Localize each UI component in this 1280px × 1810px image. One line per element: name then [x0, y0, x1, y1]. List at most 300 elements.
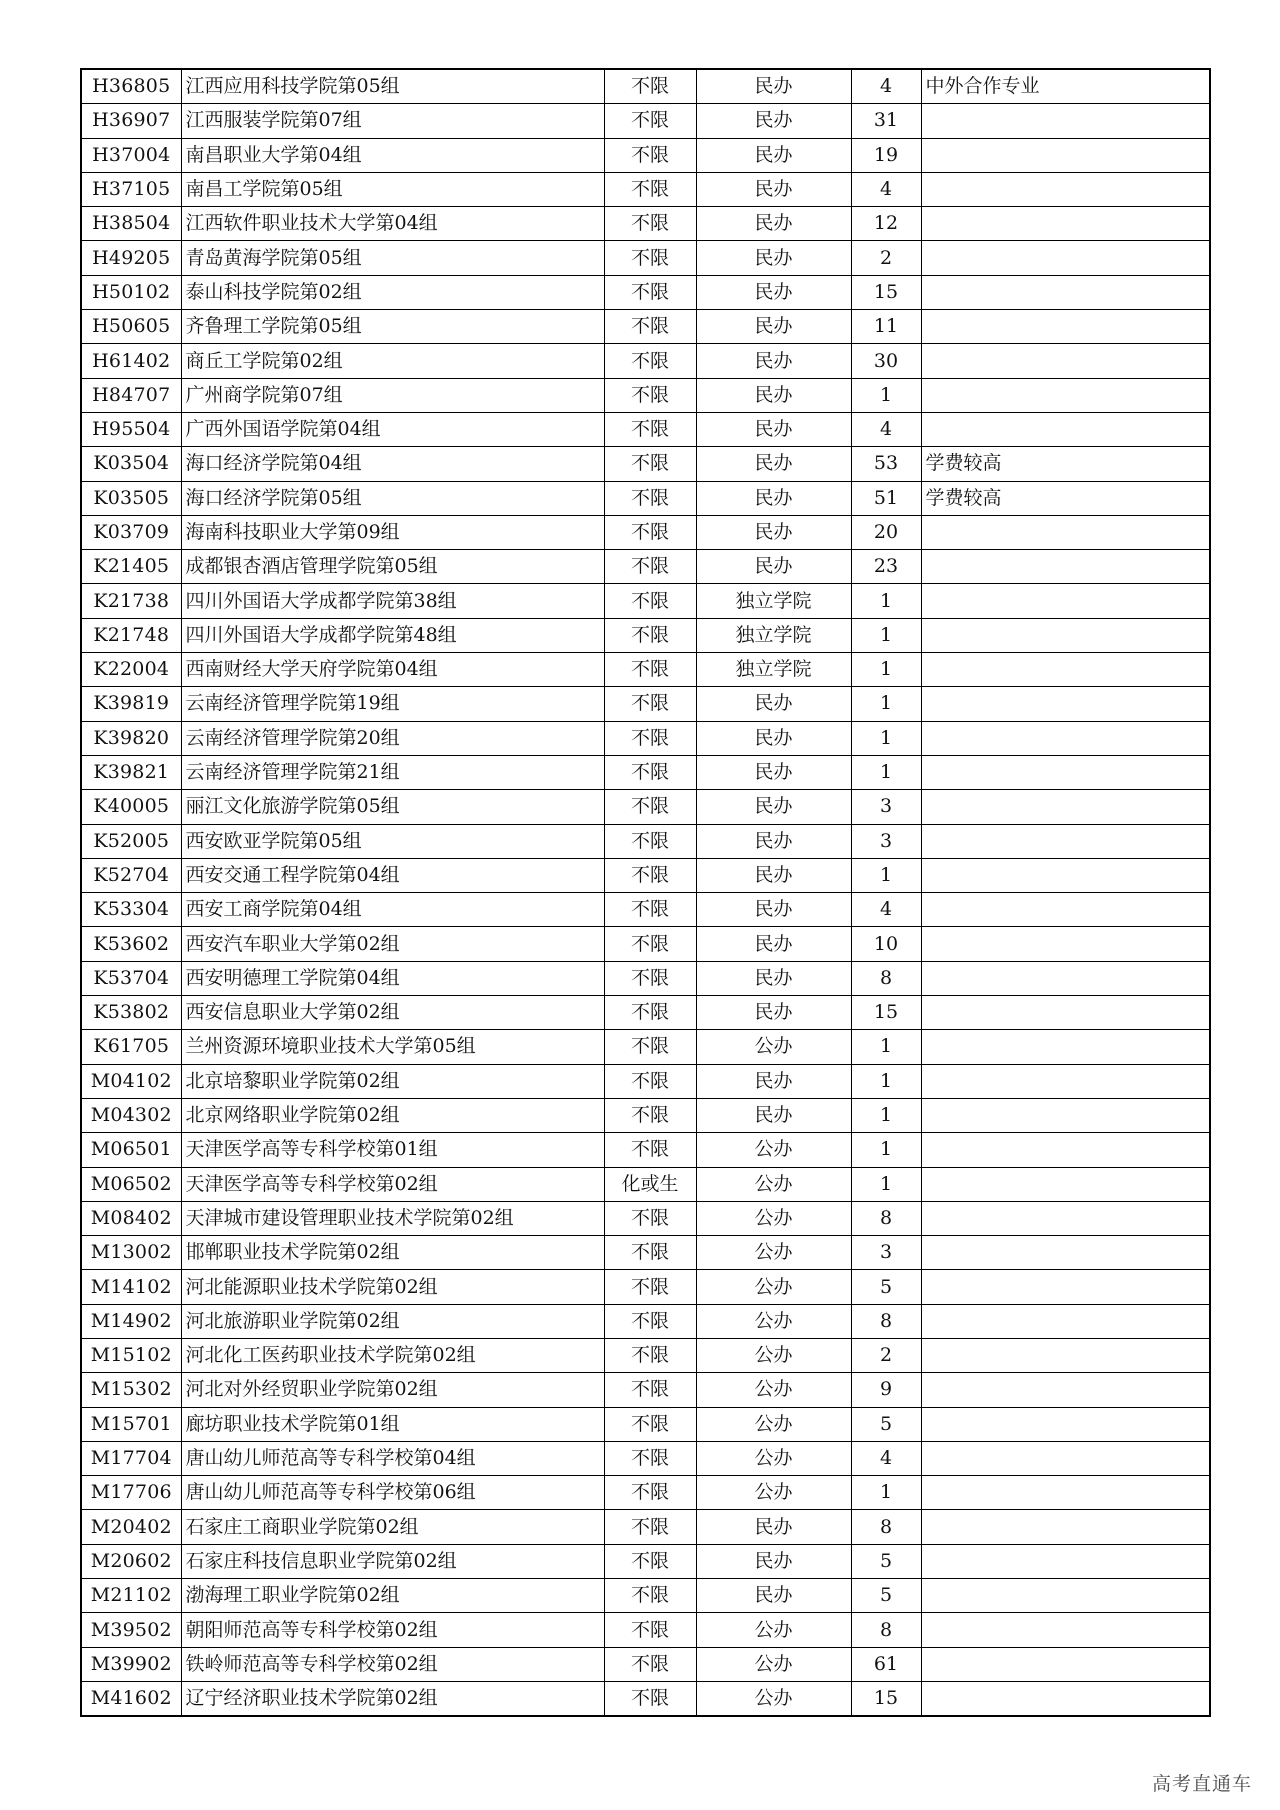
group-code-cell: K39819	[81, 687, 181, 721]
table-row	[81, 207, 1210, 241]
table-row	[81, 996, 1210, 1030]
school-type-cell: 民办	[696, 69, 851, 104]
table-row	[81, 1064, 1210, 1098]
plan-count-cell: 1	[851, 1476, 921, 1510]
remark-cell	[921, 1098, 1210, 1132]
group-code-cell: H84707	[81, 378, 181, 412]
school-group-name-cell: 西安汽车职业大学第02组	[181, 927, 604, 961]
school-type-cell: 民办	[696, 275, 851, 309]
school-group-name-cell: 四川外国语大学成都学院第38组	[181, 584, 604, 618]
school-group-name-cell: 广州商学院第07组	[181, 378, 604, 412]
subject-requirement-cell: 不限	[604, 893, 696, 927]
school-group-name-cell: 兰州资源环境职业技术大学第05组	[181, 1030, 604, 1064]
subject-requirement-cell: 不限	[604, 1579, 696, 1613]
table-row	[81, 1338, 1210, 1372]
group-code-cell: M13002	[81, 1236, 181, 1270]
school-group-name-cell: 渤海理工职业学院第02组	[181, 1579, 604, 1613]
school-type-cell: 民办	[696, 687, 851, 721]
subject-requirement-cell: 不限	[604, 1647, 696, 1681]
school-type-cell: 公办	[696, 1167, 851, 1201]
group-code-cell: M14102	[81, 1270, 181, 1304]
group-code-cell: H61402	[81, 344, 181, 378]
school-type-cell: 民办	[696, 996, 851, 1030]
remark-cell	[921, 1510, 1210, 1544]
school-type-cell: 独立学院	[696, 618, 851, 652]
school-group-name-cell: 天津城市建设管理职业技术学院第02组	[181, 1201, 604, 1235]
plan-count-cell: 31	[851, 104, 921, 138]
plan-count-cell: 5	[851, 1544, 921, 1578]
plan-count-cell: 11	[851, 310, 921, 344]
subject-requirement-cell: 不限	[604, 104, 696, 138]
school-group-name-cell: 海口经济学院第05组	[181, 481, 604, 515]
school-group-name-cell: 铁岭师范高等专科学校第02组	[181, 1647, 604, 1681]
school-type-cell: 民办	[696, 1510, 851, 1544]
plan-count-cell: 1	[851, 618, 921, 652]
plan-count-cell: 8	[851, 1613, 921, 1647]
remark-cell	[921, 138, 1210, 172]
plan-count-cell: 61	[851, 1647, 921, 1681]
subject-requirement-cell: 不限	[604, 515, 696, 549]
remark-cell	[921, 275, 1210, 309]
remark-cell	[921, 207, 1210, 241]
table-row	[81, 1681, 1210, 1716]
remark-cell	[921, 1167, 1210, 1201]
table-row	[81, 241, 1210, 275]
school-group-name-cell: 西安交通工程学院第04组	[181, 858, 604, 892]
school-group-name-cell: 石家庄科技信息职业学院第02组	[181, 1544, 604, 1578]
plan-count-cell: 51	[851, 481, 921, 515]
school-type-cell: 公办	[696, 1441, 851, 1475]
group-code-cell: M15102	[81, 1338, 181, 1372]
subject-requirement-cell: 不限	[604, 1270, 696, 1304]
school-type-cell: 民办	[696, 1098, 851, 1132]
remark-cell: 中外合作专业	[921, 69, 1210, 104]
remark-cell: 学费较高	[921, 481, 1210, 515]
plan-count-cell: 3	[851, 824, 921, 858]
table-row	[81, 412, 1210, 446]
table-row	[81, 172, 1210, 206]
plan-count-cell: 53	[851, 447, 921, 481]
school-group-name-cell: 西安明德理工学院第04组	[181, 961, 604, 995]
group-code-cell: M20402	[81, 1510, 181, 1544]
subject-requirement-cell: 不限	[604, 824, 696, 858]
remark-cell	[921, 1201, 1210, 1235]
subject-requirement-cell: 不限	[604, 1613, 696, 1647]
table-row	[81, 721, 1210, 755]
plan-count-cell: 23	[851, 550, 921, 584]
school-group-name-cell: 廊坊职业技术学院第01组	[181, 1407, 604, 1441]
group-code-cell: K53802	[81, 996, 181, 1030]
remark-cell	[921, 1476, 1210, 1510]
plan-count-cell: 1	[851, 1098, 921, 1132]
remark-cell	[921, 1373, 1210, 1407]
admission-plan-sheet	[80, 68, 1209, 1717]
remark-cell	[921, 961, 1210, 995]
group-code-cell: H49205	[81, 241, 181, 275]
school-group-name-cell: 西安工商学院第04组	[181, 893, 604, 927]
school-group-name-cell: 西安欧亚学院第05组	[181, 824, 604, 858]
subject-requirement-cell: 不限	[604, 996, 696, 1030]
remark-cell	[921, 858, 1210, 892]
plan-count-cell: 1	[851, 1133, 921, 1167]
table-row	[81, 1647, 1210, 1681]
group-code-cell: K03505	[81, 481, 181, 515]
remark-cell	[921, 1133, 1210, 1167]
group-code-cell: K53704	[81, 961, 181, 995]
watermark-text: 高考直通车	[1151, 1773, 1252, 1795]
group-code-cell: K22004	[81, 653, 181, 687]
plan-count-cell: 1	[851, 1030, 921, 1064]
subject-requirement-cell: 不限	[604, 138, 696, 172]
school-type-cell: 民办	[696, 515, 851, 549]
school-type-cell: 公办	[696, 1373, 851, 1407]
table-row	[81, 1030, 1210, 1064]
remark-cell	[921, 550, 1210, 584]
school-group-name-cell: 石家庄工商职业学院第02组	[181, 1510, 604, 1544]
plan-count-cell: 1	[851, 653, 921, 687]
table-row	[81, 1441, 1210, 1475]
school-group-name-cell: 北京培黎职业学院第02组	[181, 1064, 604, 1098]
subject-requirement-cell: 不限	[604, 1373, 696, 1407]
school-type-cell: 民办	[696, 858, 851, 892]
group-code-cell: M17704	[81, 1441, 181, 1475]
group-code-cell: H36805	[81, 69, 181, 104]
school-group-name-cell: 四川外国语大学成都学院第48组	[181, 618, 604, 652]
subject-requirement-cell: 不限	[604, 961, 696, 995]
subject-requirement-cell: 不限	[604, 1407, 696, 1441]
school-group-name-cell: 西安信息职业大学第02组	[181, 996, 604, 1030]
plan-count-cell: 1	[851, 584, 921, 618]
group-code-cell: K53602	[81, 927, 181, 961]
subject-requirement-cell: 不限	[604, 1681, 696, 1716]
school-group-name-cell: 朝阳师范高等专科学校第02组	[181, 1613, 604, 1647]
table-row	[81, 1510, 1210, 1544]
school-type-cell: 民办	[696, 344, 851, 378]
group-code-cell: K03709	[81, 515, 181, 549]
school-group-name-cell: 青岛黄海学院第05组	[181, 241, 604, 275]
group-code-cell: M39902	[81, 1647, 181, 1681]
school-type-cell: 民办	[696, 755, 851, 789]
table-row	[81, 1167, 1210, 1201]
plan-count-cell: 5	[851, 1579, 921, 1613]
remark-cell	[921, 515, 1210, 549]
school-type-cell: 公办	[696, 1133, 851, 1167]
subject-requirement-cell: 不限	[604, 550, 696, 584]
plan-count-cell: 15	[851, 1681, 921, 1716]
subject-requirement-cell: 不限	[604, 447, 696, 481]
subject-requirement-cell: 不限	[604, 241, 696, 275]
table-row	[81, 653, 1210, 687]
group-code-cell: M20602	[81, 1544, 181, 1578]
school-group-name-cell: 江西服装学院第07组	[181, 104, 604, 138]
subject-requirement-cell: 不限	[604, 755, 696, 789]
remark-cell	[921, 618, 1210, 652]
school-group-name-cell: 河北对外经贸职业学院第02组	[181, 1373, 604, 1407]
school-type-cell: 民办	[696, 550, 851, 584]
remark-cell	[921, 1407, 1210, 1441]
school-type-cell: 民办	[696, 961, 851, 995]
plan-count-cell: 8	[851, 1304, 921, 1338]
subject-requirement-cell: 不限	[604, 1236, 696, 1270]
remark-cell	[921, 824, 1210, 858]
school-group-name-cell: 海口经济学院第04组	[181, 447, 604, 481]
remark-cell	[921, 687, 1210, 721]
subject-requirement-cell: 不限	[604, 481, 696, 515]
table-row	[81, 447, 1210, 481]
table-row	[81, 1236, 1210, 1270]
remark-cell	[921, 1579, 1210, 1613]
plan-count-cell: 10	[851, 927, 921, 961]
remark-cell	[921, 1681, 1210, 1716]
remark-cell	[921, 378, 1210, 412]
school-type-cell: 民办	[696, 104, 851, 138]
table-row	[81, 1270, 1210, 1304]
table-row	[81, 961, 1210, 995]
remark-cell	[921, 584, 1210, 618]
subject-requirement-cell: 不限	[604, 927, 696, 961]
remark-cell: 学费较高	[921, 447, 1210, 481]
plan-count-cell: 5	[851, 1270, 921, 1304]
plan-count-cell: 30	[851, 344, 921, 378]
remark-cell	[921, 344, 1210, 378]
table-row	[81, 69, 1210, 104]
table-row	[81, 378, 1210, 412]
table-row	[81, 1544, 1210, 1578]
group-code-cell: K52704	[81, 858, 181, 892]
plan-count-cell: 2	[851, 241, 921, 275]
table-row	[81, 310, 1210, 344]
group-code-cell: K40005	[81, 790, 181, 824]
subject-requirement-cell: 不限	[604, 790, 696, 824]
plan-count-cell: 8	[851, 1510, 921, 1544]
subject-requirement-cell: 不限	[604, 1133, 696, 1167]
subject-requirement-cell: 不限	[604, 584, 696, 618]
group-code-cell: K03504	[81, 447, 181, 481]
school-type-cell: 民办	[696, 1579, 851, 1613]
table-row	[81, 584, 1210, 618]
school-type-cell: 民办	[696, 927, 851, 961]
plan-count-cell: 4	[851, 69, 921, 104]
school-group-name-cell: 南昌工学院第05组	[181, 172, 604, 206]
remark-cell	[921, 721, 1210, 755]
subject-requirement-cell: 不限	[604, 1441, 696, 1475]
subject-requirement-cell: 不限	[604, 344, 696, 378]
school-type-cell: 民办	[696, 447, 851, 481]
school-type-cell: 独立学院	[696, 653, 851, 687]
school-group-name-cell: 江西软件职业技术大学第04组	[181, 207, 604, 241]
school-type-cell: 民办	[696, 172, 851, 206]
group-code-cell: H95504	[81, 412, 181, 446]
subject-requirement-cell: 不限	[604, 412, 696, 446]
table-row	[81, 1201, 1210, 1235]
table-row	[81, 687, 1210, 721]
table-row	[81, 1613, 1210, 1647]
school-type-cell: 民办	[696, 721, 851, 755]
plan-count-cell: 9	[851, 1373, 921, 1407]
group-code-cell: K61705	[81, 1030, 181, 1064]
plan-count-cell: 1	[851, 755, 921, 789]
subject-requirement-cell: 化或生	[604, 1167, 696, 1201]
school-group-name-cell: 泰山科技学院第02组	[181, 275, 604, 309]
group-code-cell: H38504	[81, 207, 181, 241]
group-code-cell: K21405	[81, 550, 181, 584]
school-type-cell: 民办	[696, 378, 851, 412]
table-row	[81, 138, 1210, 172]
plan-count-cell: 1	[851, 858, 921, 892]
school-group-name-cell: 天津医学高等专科学校第01组	[181, 1133, 604, 1167]
plan-count-cell: 4	[851, 893, 921, 927]
group-code-cell: H37105	[81, 172, 181, 206]
subject-requirement-cell: 不限	[604, 172, 696, 206]
remark-cell	[921, 1613, 1210, 1647]
remark-cell	[921, 241, 1210, 275]
school-group-name-cell: 邯郸职业技术学院第02组	[181, 1236, 604, 1270]
plan-count-cell: 3	[851, 790, 921, 824]
table-row	[81, 344, 1210, 378]
school-type-cell: 公办	[696, 1236, 851, 1270]
remark-cell	[921, 412, 1210, 446]
subject-requirement-cell: 不限	[604, 1476, 696, 1510]
subject-requirement-cell: 不限	[604, 1304, 696, 1338]
school-type-cell: 民办	[696, 1064, 851, 1098]
school-group-name-cell: 海南科技职业大学第09组	[181, 515, 604, 549]
school-type-cell: 公办	[696, 1407, 851, 1441]
school-type-cell: 独立学院	[696, 584, 851, 618]
school-group-name-cell: 北京网络职业学院第02组	[181, 1098, 604, 1132]
subject-requirement-cell: 不限	[604, 275, 696, 309]
group-code-cell: K21748	[81, 618, 181, 652]
remark-cell	[921, 310, 1210, 344]
remark-cell	[921, 927, 1210, 961]
school-group-name-cell: 南昌职业大学第04组	[181, 138, 604, 172]
school-type-cell: 民办	[696, 790, 851, 824]
school-type-cell: 民办	[696, 893, 851, 927]
school-type-cell: 民办	[696, 138, 851, 172]
school-type-cell: 公办	[696, 1030, 851, 1064]
table-body	[81, 69, 1210, 1716]
group-code-cell: M15701	[81, 1407, 181, 1441]
group-code-cell: M41602	[81, 1681, 181, 1716]
group-code-cell: M04102	[81, 1064, 181, 1098]
school-type-cell: 公办	[696, 1304, 851, 1338]
subject-requirement-cell: 不限	[604, 618, 696, 652]
group-code-cell: M14902	[81, 1304, 181, 1338]
plan-count-cell: 15	[851, 275, 921, 309]
group-code-cell: K39821	[81, 755, 181, 789]
school-group-name-cell: 唐山幼儿师范高等专科学校第06组	[181, 1476, 604, 1510]
table-row	[81, 481, 1210, 515]
table-row	[81, 1476, 1210, 1510]
school-group-name-cell: 丽江文化旅游学院第05组	[181, 790, 604, 824]
table-row	[81, 790, 1210, 824]
plan-count-cell: 8	[851, 1201, 921, 1235]
school-group-name-cell: 河北能源职业技术学院第02组	[181, 1270, 604, 1304]
plan-count-cell: 2	[851, 1338, 921, 1372]
plan-count-cell: 1	[851, 378, 921, 412]
group-code-cell: K53304	[81, 893, 181, 927]
subject-requirement-cell: 不限	[604, 653, 696, 687]
school-type-cell: 民办	[696, 412, 851, 446]
school-type-cell: 民办	[696, 481, 851, 515]
subject-requirement-cell: 不限	[604, 378, 696, 412]
subject-requirement-cell: 不限	[604, 1544, 696, 1578]
school-type-cell: 民办	[696, 310, 851, 344]
group-code-cell: M21102	[81, 1579, 181, 1613]
school-group-name-cell: 云南经济管理学院第21组	[181, 755, 604, 789]
school-type-cell: 公办	[696, 1613, 851, 1647]
group-code-cell: M15302	[81, 1373, 181, 1407]
school-type-cell: 公办	[696, 1270, 851, 1304]
remark-cell	[921, 1338, 1210, 1372]
table-row	[81, 104, 1210, 138]
school-group-name-cell: 广西外国语学院第04组	[181, 412, 604, 446]
subject-requirement-cell: 不限	[604, 1064, 696, 1098]
table-row	[81, 1407, 1210, 1441]
school-group-name-cell: 天津医学高等专科学校第02组	[181, 1167, 604, 1201]
subject-requirement-cell: 不限	[604, 687, 696, 721]
table-row	[81, 1373, 1210, 1407]
plan-count-cell: 4	[851, 1441, 921, 1475]
remark-cell	[921, 104, 1210, 138]
remark-cell	[921, 653, 1210, 687]
admission-plan-table	[80, 68, 1211, 1717]
subject-requirement-cell: 不限	[604, 858, 696, 892]
table-row	[81, 618, 1210, 652]
school-group-name-cell: 云南经济管理学院第20组	[181, 721, 604, 755]
school-group-name-cell: 西南财经大学天府学院第04组	[181, 653, 604, 687]
remark-cell	[921, 790, 1210, 824]
table-row	[81, 755, 1210, 789]
remark-cell	[921, 1064, 1210, 1098]
school-type-cell: 公办	[696, 1476, 851, 1510]
group-code-cell: K39820	[81, 721, 181, 755]
remark-cell	[921, 1441, 1210, 1475]
school-group-name-cell: 商丘工学院第02组	[181, 344, 604, 378]
group-code-cell: K52005	[81, 824, 181, 858]
table-row	[81, 1133, 1210, 1167]
remark-cell	[921, 996, 1210, 1030]
school-group-name-cell: 云南经济管理学院第19组	[181, 687, 604, 721]
table-row	[81, 550, 1210, 584]
remark-cell	[921, 1544, 1210, 1578]
group-code-cell: M06502	[81, 1167, 181, 1201]
plan-count-cell: 1	[851, 1064, 921, 1098]
school-type-cell: 民办	[696, 207, 851, 241]
group-code-cell: K21738	[81, 584, 181, 618]
table-row	[81, 1098, 1210, 1132]
school-group-name-cell: 河北旅游职业学院第02组	[181, 1304, 604, 1338]
remark-cell	[921, 1647, 1210, 1681]
school-group-name-cell: 辽宁经济职业技术学院第02组	[181, 1681, 604, 1716]
group-code-cell: M06501	[81, 1133, 181, 1167]
plan-count-cell: 4	[851, 412, 921, 446]
plan-count-cell: 5	[851, 1407, 921, 1441]
subject-requirement-cell: 不限	[604, 721, 696, 755]
table-row	[81, 893, 1210, 927]
plan-count-cell: 4	[851, 172, 921, 206]
table-row	[81, 858, 1210, 892]
school-group-name-cell: 唐山幼儿师范高等专科学校第04组	[181, 1441, 604, 1475]
remark-cell	[921, 755, 1210, 789]
remark-cell	[921, 172, 1210, 206]
table-row	[81, 927, 1210, 961]
plan-count-cell: 1	[851, 1167, 921, 1201]
table-row	[81, 515, 1210, 549]
group-code-cell: M39502	[81, 1613, 181, 1647]
table-row	[81, 1579, 1210, 1613]
plan-count-cell: 8	[851, 961, 921, 995]
school-type-cell: 公办	[696, 1681, 851, 1716]
